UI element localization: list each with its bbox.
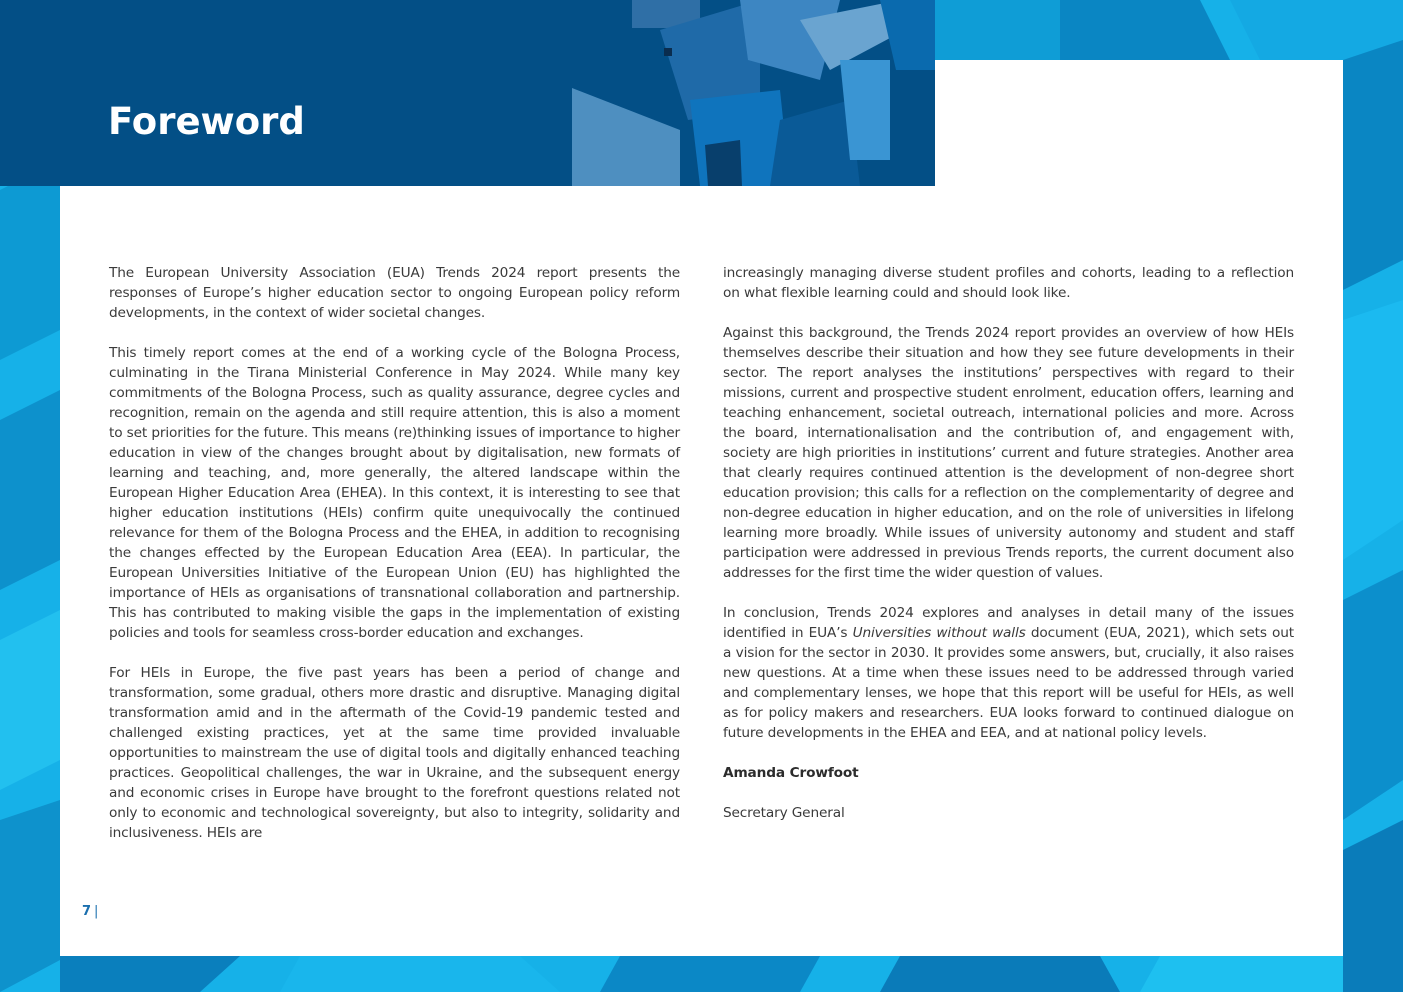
paragraph-text: In conclusion, Trends 2024 explores and analyses in detail many of the issues identified in EUA’s <box>723 605 1294 641</box>
page-number-value: 7 <box>82 904 92 919</box>
page-number-separator: | <box>94 904 99 919</box>
signature-role: Secretary General <box>723 805 845 821</box>
page-number <box>82 902 98 922</box>
paragraph: Against this background, the Trends 2024 report provides an overview of how HEIs themselves describe their situation and how they see future developments in their sector. The report analyses the institutions’ perspectives with regard to their missions, current and prospective student enrolment, education offers, learning and teaching enhancement, societal outreach, international policies and more. Across the board, internationalisation and the contribution of, and engagement with, society are high priorities in institutions’ current and future strategies. Another area that clearly requires continued attention is the development of non-degree short education provision; this calls for a reflection on the complementarity of degree and non-degree education in higher education, and on the role of universities in lifelong learning more broadly. While issues of university autonomy and student and staff participation were addressed in previous Trends reports, the current document also addresses for the first time the wider question of values. <box>723 325 1294 581</box>
paragraph: increasingly managing diverse student profiles and cohorts, leading to a reflection on what flexible learning could and should look like. <box>723 265 1294 301</box>
page-title: Foreword <box>108 100 305 143</box>
signature-name: Amanda Crowfoot <box>723 765 859 781</box>
paragraph-text: document (EUA, 2021), which sets out a vision for the sector in 2030. It provides some answers, but, crucially, it also raises new questions. At a time when these issues need to be addressed through varied and complementary lenses, we hope that this report will be useful for HEIs, as well as for policy makers and researchers. EUA looks forward to continued dialogue on future developments in the EHEA and EEA, and at national policy levels. <box>723 625 1294 741</box>
text-column-right <box>723 263 1294 823</box>
publication-title: Universities without walls <box>852 625 1026 641</box>
paragraph <box>723 603 1294 743</box>
content-panel-top-right <box>935 60 1343 186</box>
signature-block <box>723 763 1294 823</box>
text-column-left <box>109 263 680 843</box>
paragraph: For HEIs in Europe, the five past years has been a period of change and transformation, some gradual, others more drastic and disruptive. Managing digital transformation amid and in the aftermath of the Covid-19 pandemic tested and challenged existing practices, yet at the same time provided invaluable opportunities to mainstream the use of digital tools and digitally enhanced teaching practices. Geopolitical challenges, the war in Ukraine, and the subsequent energy and economic crises in Europe have brought to the forefront questions related not only to economic and technological sovereignty, but also to integrity, solidarity and inclusiveness. HEIs are <box>109 665 680 841</box>
header-band <box>0 0 935 186</box>
paragraph: The European University Association (EUA) Trends 2024 report presents the responses of Europe’s higher education sector to ongoing European policy reform developments, in the context of wider societal changes. <box>109 265 680 321</box>
header-geometric-pattern <box>0 0 935 186</box>
paragraph: This timely report comes at the end of a working cycle of the Bologna Process, culminating in the Tirana Ministerial Conference in May 2024. While many key commitments of the Bologna Process, such as quality assurance, degree cycles and recognition, remain on the agenda and still require attention, this is also a moment to set priorities for the future. This means (re)thinking issues of importance to higher education in view of the changes brought about by digitalisation, new formats of learning and teaching, and, more generally, the altered landscape within the European Higher Education Area (EHEA). In this context, it is interesting to see that higher education institutions (HEIs) confirm quite unequivocally the continued relevance for them of the Bologna Process and the EHEA, in addition to recognising the changes effected by the European Education Area (EEA). In particular, the European Universities Initiative of the European Union (EU) has highlighted the importance of HEIs as organisations of transnational collaboration and partnership. This has contributed to making visible the gaps in the implementation of existing policies and tools for seamless cross-border education and exchanges. <box>109 345 680 641</box>
